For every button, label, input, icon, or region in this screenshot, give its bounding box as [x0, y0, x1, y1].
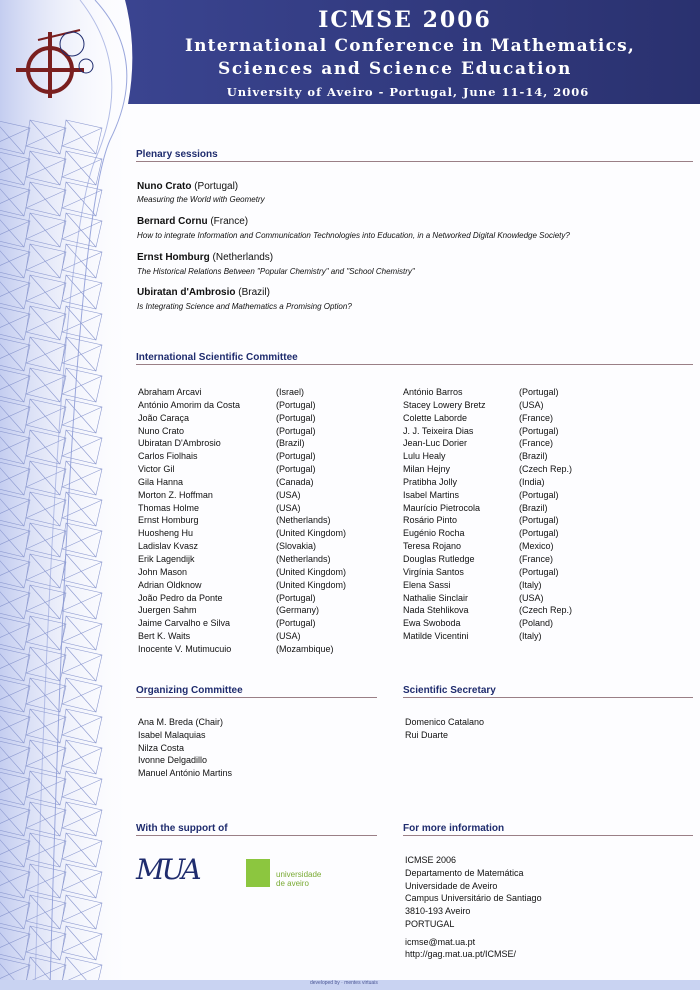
committee-member-name: Eugénio Rocha	[403, 528, 465, 539]
committee-member-name: Huosheng Hu	[138, 528, 194, 539]
committee-member-name: Bert K. Waits	[138, 631, 191, 642]
plenary-speaker: Ernst Homburg (Netherlands)	[137, 252, 274, 263]
committee-member-name: Abraham Arcavi	[138, 387, 202, 397]
info-rule	[403, 835, 693, 836]
conference-subtitle-line2: Sciences and Science Education	[217, 59, 573, 79]
committee-member-name: Rosário Pinto	[403, 515, 458, 526]
committee-member-country: (Portugal)	[519, 489, 559, 500]
contact-email[interactable]: icmse@mat.ua.pt	[405, 937, 476, 947]
committee-member-country: (Germany)	[276, 605, 320, 616]
committee-member-name: Ewa Swoboda	[403, 618, 461, 629]
committee-member-country: (United Kingdom)	[276, 528, 347, 539]
committee-member-name: Jaime Carvalho e Silva	[138, 618, 231, 629]
plenary-talk-title: Is Integrating Science and Mathematics a Promising Option?	[137, 302, 352, 311]
committee-member-name: Adrian Oldknow	[138, 579, 202, 590]
committee-member-name: Nathalie Sinclair	[403, 592, 469, 603]
committee-member-country: (United Kingdom)	[276, 579, 347, 590]
committee-member-name: Douglas Rutledge	[403, 553, 475, 564]
address-line: Departamento de Matemática	[405, 867, 524, 878]
committee-member-country: (Portugal)	[519, 425, 559, 436]
committee-member-country: (Israel)	[276, 387, 305, 397]
committee-member-name: Isabel Martins	[403, 489, 460, 500]
committee-member-country: (France)	[519, 412, 554, 423]
committee-member-country: (Brazil)	[519, 451, 548, 462]
committee-member-country: (Canada)	[276, 476, 314, 487]
committee-member-name: Nada Stehlikova	[403, 605, 469, 616]
plenary-rule	[136, 161, 693, 162]
committee-member-name: Matilde Vicentini	[403, 631, 469, 642]
address-line: ICMSE 2006	[405, 855, 457, 865]
committee-member-country: (Netherlands)	[276, 515, 331, 526]
committee-member-name: Gila Hanna	[138, 476, 184, 487]
committee-member-name: Milan Hejny	[403, 464, 451, 475]
committee-member-country: (Portugal)	[519, 528, 559, 539]
committee-member-country: (Portugal)	[276, 592, 316, 603]
plenary-speaker: Ubiratan d'Ambrosio (Brazil)	[137, 287, 270, 298]
committee-member-name: Thomas Holme	[138, 502, 200, 513]
committee-member-country: (Brazil)	[276, 438, 305, 449]
committee-member-name: J. J. Teixeira Dias	[403, 425, 474, 436]
plenary-heading: Plenary sessions	[136, 149, 218, 160]
committee-member-name: John Mason	[138, 566, 188, 577]
plenary-talk-title: Measuring the World with Geometry	[137, 195, 265, 204]
committee-member-country: (France)	[519, 438, 554, 449]
committee-member-name: Maurício Pietrocola	[403, 502, 481, 513]
committee-member-name: Ladislav Kvasz	[138, 541, 199, 552]
committee-member-country: (Portugal)	[519, 566, 559, 577]
committee-member-country: (Netherlands)	[276, 553, 331, 564]
committee-member-name: Morton Z. Hoffman	[138, 489, 213, 500]
conference-title: ICMSE 2006	[318, 7, 492, 33]
committee-member-name: Pratibha Jolly	[403, 476, 458, 487]
info-heading: For more information	[403, 823, 505, 834]
address-line: Universidade de Aveiro	[405, 880, 498, 891]
committee-member-country: (Mozambique)	[276, 643, 334, 654]
committee-member-name: Juergen Sahm	[138, 605, 197, 616]
committee-member-country: (Portugal)	[276, 618, 316, 629]
isc-right-names	[403, 386, 486, 643]
committee-member-country: (Italy)	[519, 631, 542, 642]
support-heading: With the support of	[136, 823, 228, 834]
committee-member-country: (USA)	[276, 502, 301, 513]
committee-member-country: (Brazil)	[519, 502, 548, 513]
conference-venue: University of Aveiro - Portugal, June 11-14, 2006	[226, 85, 590, 99]
committee-member-country: (Czech Rep.)	[519, 605, 573, 616]
committee-member-country: (USA)	[519, 592, 544, 603]
committee-member-name: Carlos Fiolhais	[138, 451, 198, 462]
committee-member-name: Stacey Lowery Bretz	[403, 399, 486, 410]
committee-member-name: João Caraça	[138, 412, 190, 423]
committee-member-country: (USA)	[276, 489, 301, 500]
committee-member-country: (France)	[519, 553, 554, 564]
organizing-rule	[136, 697, 377, 698]
committee-member-name: Inocente V. Mutimucuio	[138, 643, 232, 654]
support-rule	[136, 835, 377, 836]
committee-member-country: (United Kingdom)	[276, 566, 347, 577]
isc-right-countries	[519, 386, 572, 643]
committee-member-name: António Barros	[403, 387, 463, 397]
committee-member-name: João Pedro da Ponte	[138, 592, 223, 603]
address-line: Campus Universitário de Santiago	[405, 893, 542, 904]
committee-member-name: Jean-Luc Dorier	[403, 438, 468, 449]
committee-member-name: Virgínia Santos	[403, 566, 464, 577]
contact-address	[405, 854, 542, 931]
plenary-speaker: Bernard Cornu (France)	[137, 216, 249, 227]
committee-member-name: Ernst Homburg	[138, 515, 199, 526]
committee-member-country: (USA)	[519, 399, 544, 410]
committee-member-country: (India)	[519, 476, 545, 487]
committee-member-country: (Portugal)	[276, 425, 316, 436]
committee-member-country: (Portugal)	[276, 464, 316, 475]
secretary-members	[405, 716, 484, 742]
isc-rule	[136, 364, 693, 365]
footer-credit: developed by · mentes virtuais	[310, 980, 378, 986]
committee-member-name: Lulu Healy	[403, 451, 446, 462]
contact-url[interactable]: http://gag.mat.ua.pt/ICMSE/	[405, 949, 517, 959]
isc-left-countries	[276, 386, 346, 656]
committee-member-country: (Czech Rep.)	[519, 464, 573, 475]
secretary-rule	[403, 697, 693, 698]
organizing-heading: Organizing Committee	[136, 685, 243, 696]
address-line: 3810-193 Aveiro	[405, 906, 471, 917]
secretary-heading: Scientific Secretary	[403, 685, 496, 696]
organizing-member: Ana M. Breda (Chair)	[138, 717, 224, 727]
mua-logo: MUA	[136, 853, 199, 886]
committee-member-name: Erik Lagendijk	[138, 553, 195, 564]
committee-member-name: Nuno Crato	[138, 425, 185, 436]
organizing-member: Isabel Malaquias	[138, 729, 206, 740]
secretary-member: Domenico Catalano	[405, 717, 485, 727]
committee-member-country: (Italy)	[519, 579, 542, 590]
plenary-speaker: Nuno Crato (Portugal)	[137, 181, 239, 192]
committee-member-country: (Mexico)	[519, 541, 554, 552]
committee-member-country: (Portugal)	[519, 515, 559, 526]
committee-member-country: (Portugal)	[276, 399, 316, 410]
committee-member-name: Teresa Rojano	[403, 541, 462, 552]
committee-member-name: António Amorim da Costa	[138, 399, 241, 410]
university-aveiro-logo-icon	[246, 859, 270, 887]
conference-subtitle-line1: International Conference in Mathematics,	[184, 36, 636, 56]
isc-heading: International Scientific Committee	[136, 352, 298, 363]
organizing-member: Manuel António Martins	[138, 768, 233, 779]
address-line: PORTUGAL	[405, 918, 455, 929]
committee-member-name: Ubiratan D'Ambrosio	[138, 438, 221, 449]
committee-member-name: Colette Laborde	[403, 412, 468, 423]
plenary-talk-title: The Historical Relations Between "Popular Chemistry" and "School Chemistry"	[137, 267, 415, 276]
committee-member-country: (USA)	[276, 631, 301, 642]
committee-member-country: (Portugal)	[519, 387, 559, 397]
isc-left-names	[138, 386, 240, 656]
committee-member-name: Victor Gil	[138, 464, 175, 475]
organizing-member: Ivonne Delgadillo	[138, 755, 208, 766]
committee-member-name: Elena Sassi	[403, 579, 451, 590]
committee-member-country: (Portugal)	[276, 451, 316, 462]
university-aveiro-logo-text: universidade de aveiro	[276, 870, 322, 888]
committee-member-country: (Portugal)	[276, 412, 316, 423]
committee-member-country: (Poland)	[519, 618, 554, 629]
committee-member-country: (Slovakia)	[276, 541, 317, 552]
organizing-member: Nilza Costa	[138, 742, 185, 753]
plenary-talk-title: How to integrate Information and Communication Technologies into Education, in a Networked Digital Knowledge Society?	[137, 231, 570, 240]
organizing-members	[138, 716, 232, 780]
secretary-member: Rui Duarte	[405, 729, 449, 740]
